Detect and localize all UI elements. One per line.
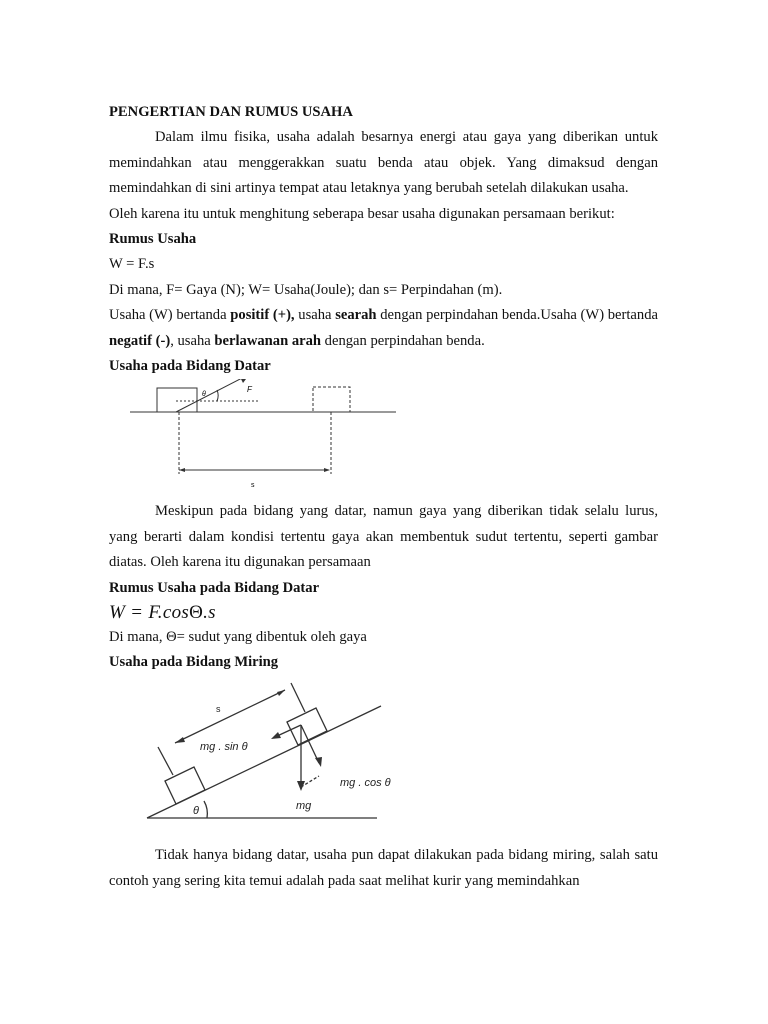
displacement-label: s	[251, 482, 255, 489]
incline-paragraph: Tidak hanya bidang datar, usaha pun dapat dilakukan pada bidang miring, salah satu contoh yang sering kita temui adalah pada saat melihat kurir yang memindahkan	[109, 847, 658, 889]
heading-rumus-usaha: Rumus Usaha	[109, 231, 197, 247]
inclined-plane-figure	[109, 675, 658, 843]
sign-text-a: Usaha (W) bertanda	[109, 307, 231, 323]
sign-negative: negatif (-)	[109, 332, 171, 349]
heading-bidang-miring: Usaha pada Bidang Miring	[109, 654, 279, 670]
angle-label: θ	[202, 391, 206, 398]
mg-cos-label: mg . cos θ	[340, 777, 391, 789]
block-top	[287, 708, 327, 745]
angle-arc	[217, 390, 218, 401]
sign-berlawanan: berlawanan arah	[214, 332, 322, 349]
formula-basic: W = F.s	[109, 256, 155, 272]
block-final	[313, 387, 350, 412]
sign-text-i: dengan perpindahan benda.	[321, 332, 485, 349]
variable-definitions: Di mana, F= Gaya (N); W= Usaha(Joule); dan s= Perpindahan (m).	[109, 281, 503, 298]
angle-arc	[204, 801, 207, 818]
sign-text-g: , usaha	[170, 332, 215, 349]
force-label: F	[247, 385, 252, 394]
formula-intro-text: Oleh karena itu untuk menghitung seberapa besar usaha digunakan persamaan berikut:	[109, 205, 615, 222]
flat-surface-figure	[109, 379, 658, 499]
s-label: s	[216, 704, 221, 714]
heading-rumus-bidang-datar: Rumus Usaha pada Bidang Datar	[109, 579, 320, 596]
mg-sin-label: mg . sin θ	[200, 741, 248, 753]
page-title: PENGERTIAN DAN RUMUS USAHA	[109, 104, 353, 120]
block-initial	[157, 388, 197, 412]
incline-angle-label: θ	[193, 805, 199, 817]
formula-flat: W = F.cosΘ.s	[109, 601, 216, 623]
displacement-arrow	[175, 690, 285, 743]
sign-paragraph	[109, 303, 658, 354]
theta-definition: Di mana, Θ= sudut yang dibentuk oleh gaya	[109, 628, 367, 645]
force-arrow	[176, 379, 246, 412]
document-body	[109, 100, 658, 894]
sign-text-e: dengan perpindahan benda.Usaha (W) bertanda	[376, 307, 658, 323]
intro-paragraph: Dalam ilmu fisika, usaha adalah besarnya energi atau gaya yang diberikan untuk memindahkan atau menggerakkan suatu benda atau objek. Yang dimaksud dengan memindahkan di sini artinya tempat atau letaknya yang berubah setelah dilakukan usaha.	[109, 129, 658, 196]
sign-positive: positif (+),	[230, 307, 295, 323]
sign-searah: searah	[335, 307, 377, 323]
sign-text-c: usaha	[294, 307, 336, 323]
mg-label: mg	[296, 800, 312, 812]
heading-bidang-datar: Usaha pada Bidang Datar	[109, 358, 271, 374]
angle-paragraph: Meskipun pada bidang yang datar, namun gaya yang diberikan tidak selalu lurus, yang berarti dalam kondisi tertentu gaya akan membentuk sudut tertentu, seperti gambar diatas. Oleh karena itu digunakan persamaan	[109, 503, 658, 570]
normal-component-arrow	[301, 725, 319, 763]
